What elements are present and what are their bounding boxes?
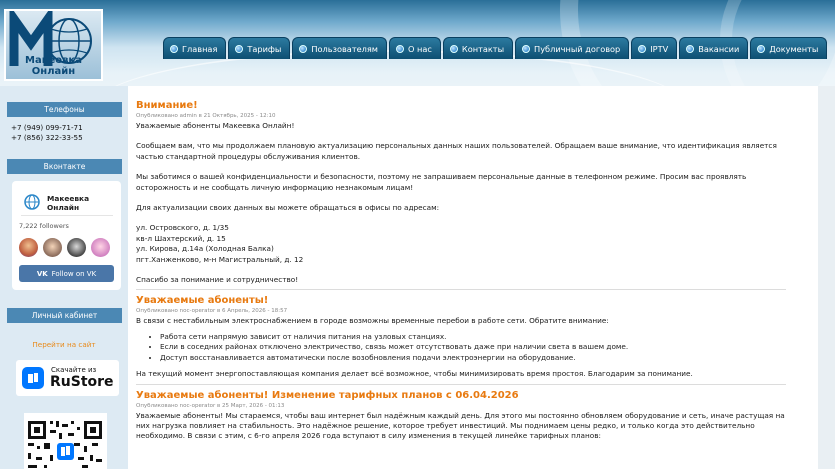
nav-tab-users[interactable]: Пользователям (292, 37, 387, 59)
globe-bullet-icon (450, 45, 458, 53)
nav-tab-contacts[interactable]: Контакты (443, 37, 513, 59)
post-meta: Опубликовано noc-operator в 6 Апрель, 2026 - 18:57 (136, 308, 288, 315)
post-paragraph: Мы заботимся о вашей конфиденциальности и безопасности, поэтому не запрашиваем персональные данные в телефонном режиме. Просим вас проявлять осторожность и не сообщать личную информацию незнакомым лицам! (136, 172, 747, 192)
site-header (0, 0, 835, 86)
rustore-name: RuStore (50, 374, 114, 390)
post-paragraph: Для актуализации своих данных вы можете обращаться в офисы по адресам: (136, 203, 440, 213)
post-paragraph: Сообщаем вам, что мы продолжаем плановую актуализацию персональных данных наших пользователей. Обращаем ваше внимание, что идентификация является частью стандартной процедуры обслуживания клиентов. (136, 141, 777, 161)
avatar[interactable] (19, 238, 38, 257)
post-title[interactable]: Внимание! (136, 100, 198, 111)
office-address: кв-л Шахтерский, д. 15 (136, 233, 226, 243)
cabinet-link[interactable]: Перейти на сайт (32, 340, 96, 349)
post-meta: Опубликовано noc-operator в 25 Март, 2026 - 01:13 (136, 402, 285, 409)
post-title[interactable]: Уважаемые абоненты! (136, 295, 269, 307)
globe-bullet-icon (522, 45, 530, 53)
nav-tab-tariffs[interactable]: Тарифы (228, 37, 290, 59)
vk-follower-avatars (19, 238, 110, 257)
logo-text: Макеевка Онлайн (25, 55, 82, 77)
nav-tab-about[interactable]: О нас (389, 37, 441, 59)
office-address: ул. Кирова, д.14а (Холодная Балка) (136, 244, 274, 254)
news-post (136, 295, 796, 379)
phones-list (11, 123, 83, 143)
post-greeting: Уважаемые абоненты Макеевка Онлайн! (136, 121, 295, 130)
news-post (136, 390, 796, 442)
list-item: • Работа сети напрямую зависит от наличия питания на узловых станциях. (160, 332, 796, 342)
nav-tab-iptv[interactable]: IPTV (631, 37, 677, 59)
globe-bullet-icon (235, 45, 243, 53)
nav-tab-vacancies[interactable]: Вакансии (679, 37, 748, 59)
avatar[interactable] (43, 238, 62, 257)
nav-tab-home[interactable]: Главная (163, 37, 226, 59)
post-meta: Опубликовано admin в 21 Октябрь, 2025 - 12:10 (136, 113, 276, 119)
globe-bullet-icon (299, 45, 307, 53)
office-address: пгт.Ханженково, м-н Магистральный, д. 12 (136, 254, 304, 264)
post-paragraph: Уважаемые абоненты! Мы стараемся, чтобы ваш интернет был надёжным каждый день. Для этого мы постоянно обновляем оборудование и сеть, иначе растущая на них нагрузка повлияет на стабильность. Это надёжное решение, которое требует инвестиций. Мы поднимаем цены редко, и только когда это действительно необходимо. В связи с этим, с 6-го апреля 2026 года вступают в силу изменения в текущей линейке тарифных планов: (136, 410, 785, 441)
rustore-icon (22, 367, 44, 389)
site-logo[interactable] (4, 9, 103, 81)
nav-tab-documents[interactable]: Документы (750, 37, 827, 59)
vk-group-name[interactable]: Макеевка Онлайн (47, 194, 90, 212)
vk-widget (12, 181, 121, 290)
post-title[interactable]: Уважаемые абоненты! Изменение тарифных планов с 06.04.2026 (136, 389, 519, 401)
vk-follow-button[interactable]: VK Follow on VK (19, 265, 114, 282)
phones-box-title: Телефоны (7, 102, 122, 117)
qr-code-icon (24, 413, 107, 469)
vk-group-logo-icon[interactable] (21, 191, 43, 213)
globe-bullet-icon (170, 45, 178, 53)
rustore-caption: Скачайте из (51, 366, 97, 374)
main-content (136, 100, 796, 469)
vk-box-title: Вконтакте (7, 159, 122, 174)
cabinet-box-title: Личный кабинет (7, 308, 122, 323)
vk-followers-count: 7,222 followers (19, 222, 69, 230)
news-post (136, 100, 796, 285)
avatar[interactable] (91, 238, 110, 257)
office-address: ул. Островского, д. 1/35 (136, 223, 229, 233)
post-thanks: Спасибо за понимание и сотрудничество! (136, 275, 299, 285)
vk-icon: VK (36, 269, 48, 278)
page-scrollbar[interactable] (818, 86, 835, 469)
globe-bullet-icon (396, 45, 404, 53)
post-intro: В связи с нестабильным электроснабжением в городе возможны временные перебои в работе сети. Обратите внимание: (136, 316, 609, 326)
globe-bullet-icon (638, 45, 646, 53)
list-item: • Доступ восстанавливается автоматически после возобновления подачи электроэнергии на оборудование. (160, 353, 796, 363)
globe-bullet-icon (686, 45, 694, 53)
bullet-list (160, 332, 796, 363)
list-item: • Если в соседних районах отключено электричество, связь может отсутствовать даже при наличии света в вашем доме. (160, 342, 796, 352)
post-outro: На текущий момент энергопоставляющая компания делает всё возможное, чтобы минимизировать время простоя. Благодарим за понимание. (136, 369, 693, 379)
rustore-badge[interactable] (16, 360, 119, 396)
nav-tab-public-contract[interactable]: Публичный договор (515, 37, 629, 59)
globe-bullet-icon (757, 45, 765, 53)
main-nav (163, 37, 827, 59)
phone-number[interactable]: +7 (949) 099-71-71 (11, 123, 83, 132)
qr-code[interactable] (24, 413, 107, 469)
phone-number[interactable]: +7 (856) 322-33-55 (11, 133, 83, 142)
avatar[interactable] (67, 238, 86, 257)
